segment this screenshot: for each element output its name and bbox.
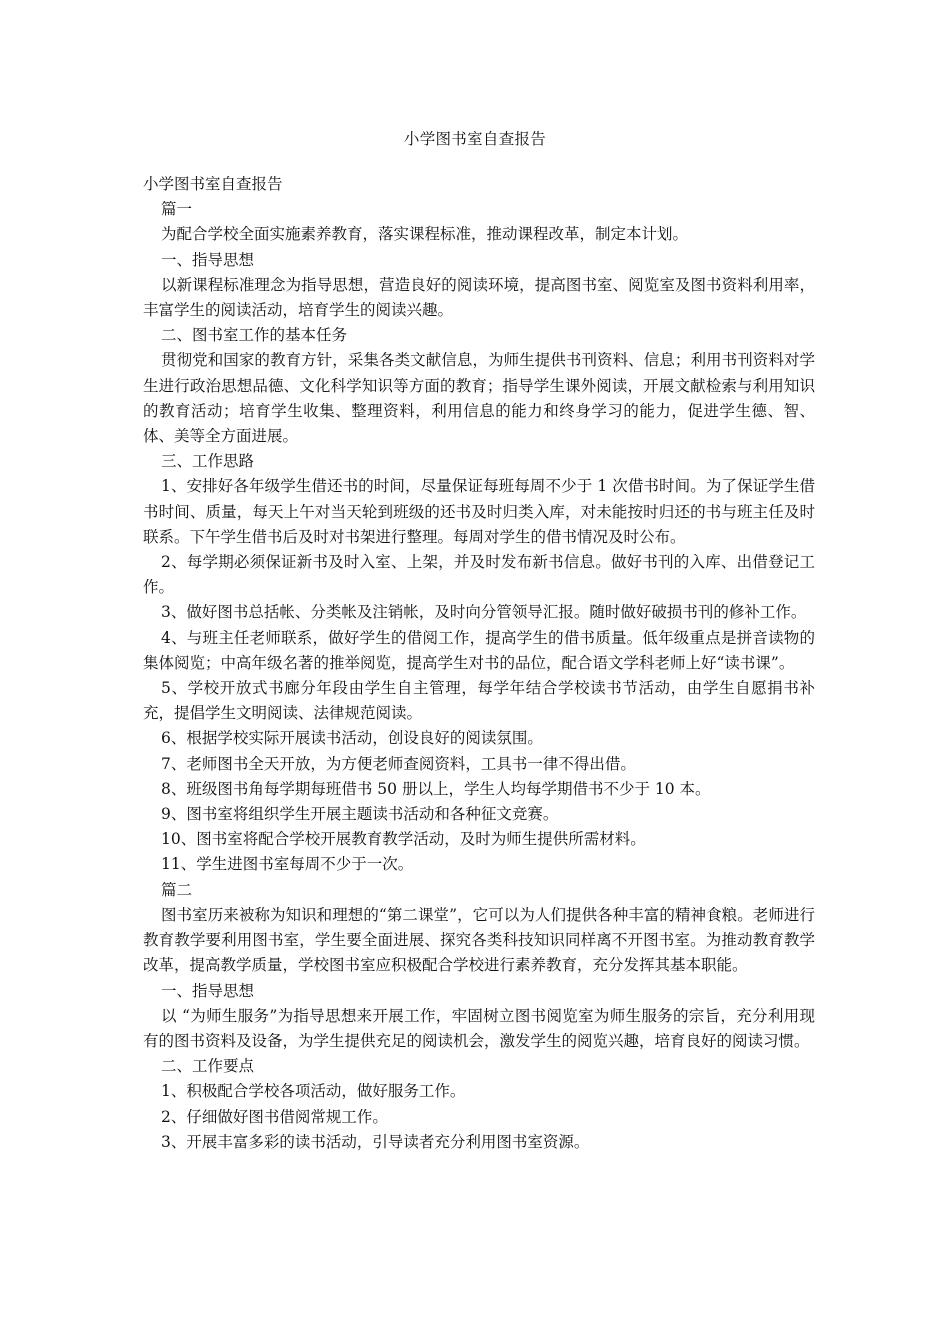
heading-basic-tasks: 二、图书室工作的基本任务 <box>161 326 348 345</box>
list-item: 6、根据学校实际开展读书活动，创设良好的阅读氛围。 <box>161 729 543 748</box>
list-item: 10、图书室将配合学校开展教育教学活动，及时为师生提供所需材料。 <box>161 830 646 849</box>
heading-work-points: 二、工作要点 <box>161 1057 255 1076</box>
document-title: 小学图书室自查报告 <box>403 130 547 148</box>
paragraph-basic-tasks: 贯彻党和国家的教育方针，采集各类文献信息，为师生提供书刊资料、信息；利用书刊资料对学生进行政治思想品德、文化科学知识等方面的教育；指导学生课外阅读，开展文献检索与利用知识的教育活动；培育学生收集、整理资料，利用信息的能力和终身学习的能力，促进学生德、智、体、美等全方面进展。 <box>143 351 815 446</box>
list-item: 3、做好图书总括帐、分类帐及注销帐，及时向分管领导汇报。随时做好破损书刊的修补工作。 <box>161 603 807 622</box>
heading-guiding-thought-two: 一、指导思想 <box>161 981 255 1000</box>
list-item: 9、图书室将组织学生开展主题读书活动和各种征文竞赛。 <box>161 805 559 824</box>
paragraph-guiding-thought: 以新课程标准理念为指导思想，营造良好的阅读环境，提高图书室、阅览室及图书资料利用率，丰富学生的阅读活动，培育学生的阅读兴趣。 <box>143 275 815 320</box>
paragraph-part-two-intro: 图书室历来被称为知识和理想的“第二课堂”，它可以为人们提供各种丰富的精神食粮。老师进行教育教学要利用图书室，学生要全面进展、探究各类科技知识同样离不开图书室。为推动教育教学改革，提高教学质量，学校图书室应积极配合学校进行素养教育，充分发挥其基本职能。 <box>143 905 815 975</box>
list-item: 1、安排好各年级学生借还书的时间，尽量保证每班每周不少于 1 次借书时间。为了保证学生借书时间、质量，每天上午对当天轮到班级的还书及时归类入库，对未能按时归还的书与班主任及时联系。下午学生借书后及时对书架进行整理。每周对学生的借书情况及时公布。 <box>143 477 815 546</box>
list-item: 8、班级图书角每学期每班借书 50 册以上，学生人均每学期借书不少于 10 本。 <box>161 779 711 798</box>
list-item: 11、学生进图书室每周不少于一次。 <box>161 855 414 874</box>
heading-guiding-thought: 一、指导思想 <box>161 250 255 269</box>
list-item: 2、每学期必须保证新书及时入室、上架，并及时发布新书信息。做好书刊的入库、出借登记工作。 <box>143 553 815 597</box>
list-item: 7、老师图书全天开放，为方便老师查阅资料，工具书一律不得出借。 <box>161 754 636 773</box>
list-item: 4、与班主任老师联系，做好学生的借阅工作，提高学生的借书质量。低年级重点是拼音读物的集体阅览；中高年级名著的推举阅览，提高学生对书的品位，配合语文学科老师上好“读书课”。 <box>143 628 815 672</box>
list-item: 3、开展丰富多彩的读书活动，引导读者充分利用图书室资源。 <box>161 1132 590 1151</box>
section-label-part-one: 篇一 <box>161 200 193 219</box>
document-body <box>143 172 815 1155</box>
heading-work-approach: 三、工作思路 <box>161 452 255 471</box>
section-label-part-two: 篇二 <box>161 880 193 899</box>
paragraph-guiding-thought-two: 以 “为师生服务”为指导思想来开展工作，牢固树立图书阅览室为师生服务的宗旨，充分利用现有的图书资料及设备，为学生提供充足的阅读机会，激发学生的阅览兴趣，培育良好的阅读习惯。 <box>143 1006 815 1050</box>
list-item: 5、学校开放式书廊分年段由学生自主管理，每学年结合学校读书节活动，由学生自愿捐书补充，提倡学生文明阅读、法律规范阅读。 <box>143 679 815 723</box>
body-heading: 小学图书室自查报告 <box>143 175 283 193</box>
list-item: 1、积极配合学校各项活动，做好服务工作。 <box>161 1082 466 1101</box>
list-item: 2、仔细做好图书借阅常规工作。 <box>161 1107 388 1126</box>
paragraph-intro: 为配合学校全面实施素养教育，落实课程标准，推动课程改革，制定本计划。 <box>161 225 689 244</box>
